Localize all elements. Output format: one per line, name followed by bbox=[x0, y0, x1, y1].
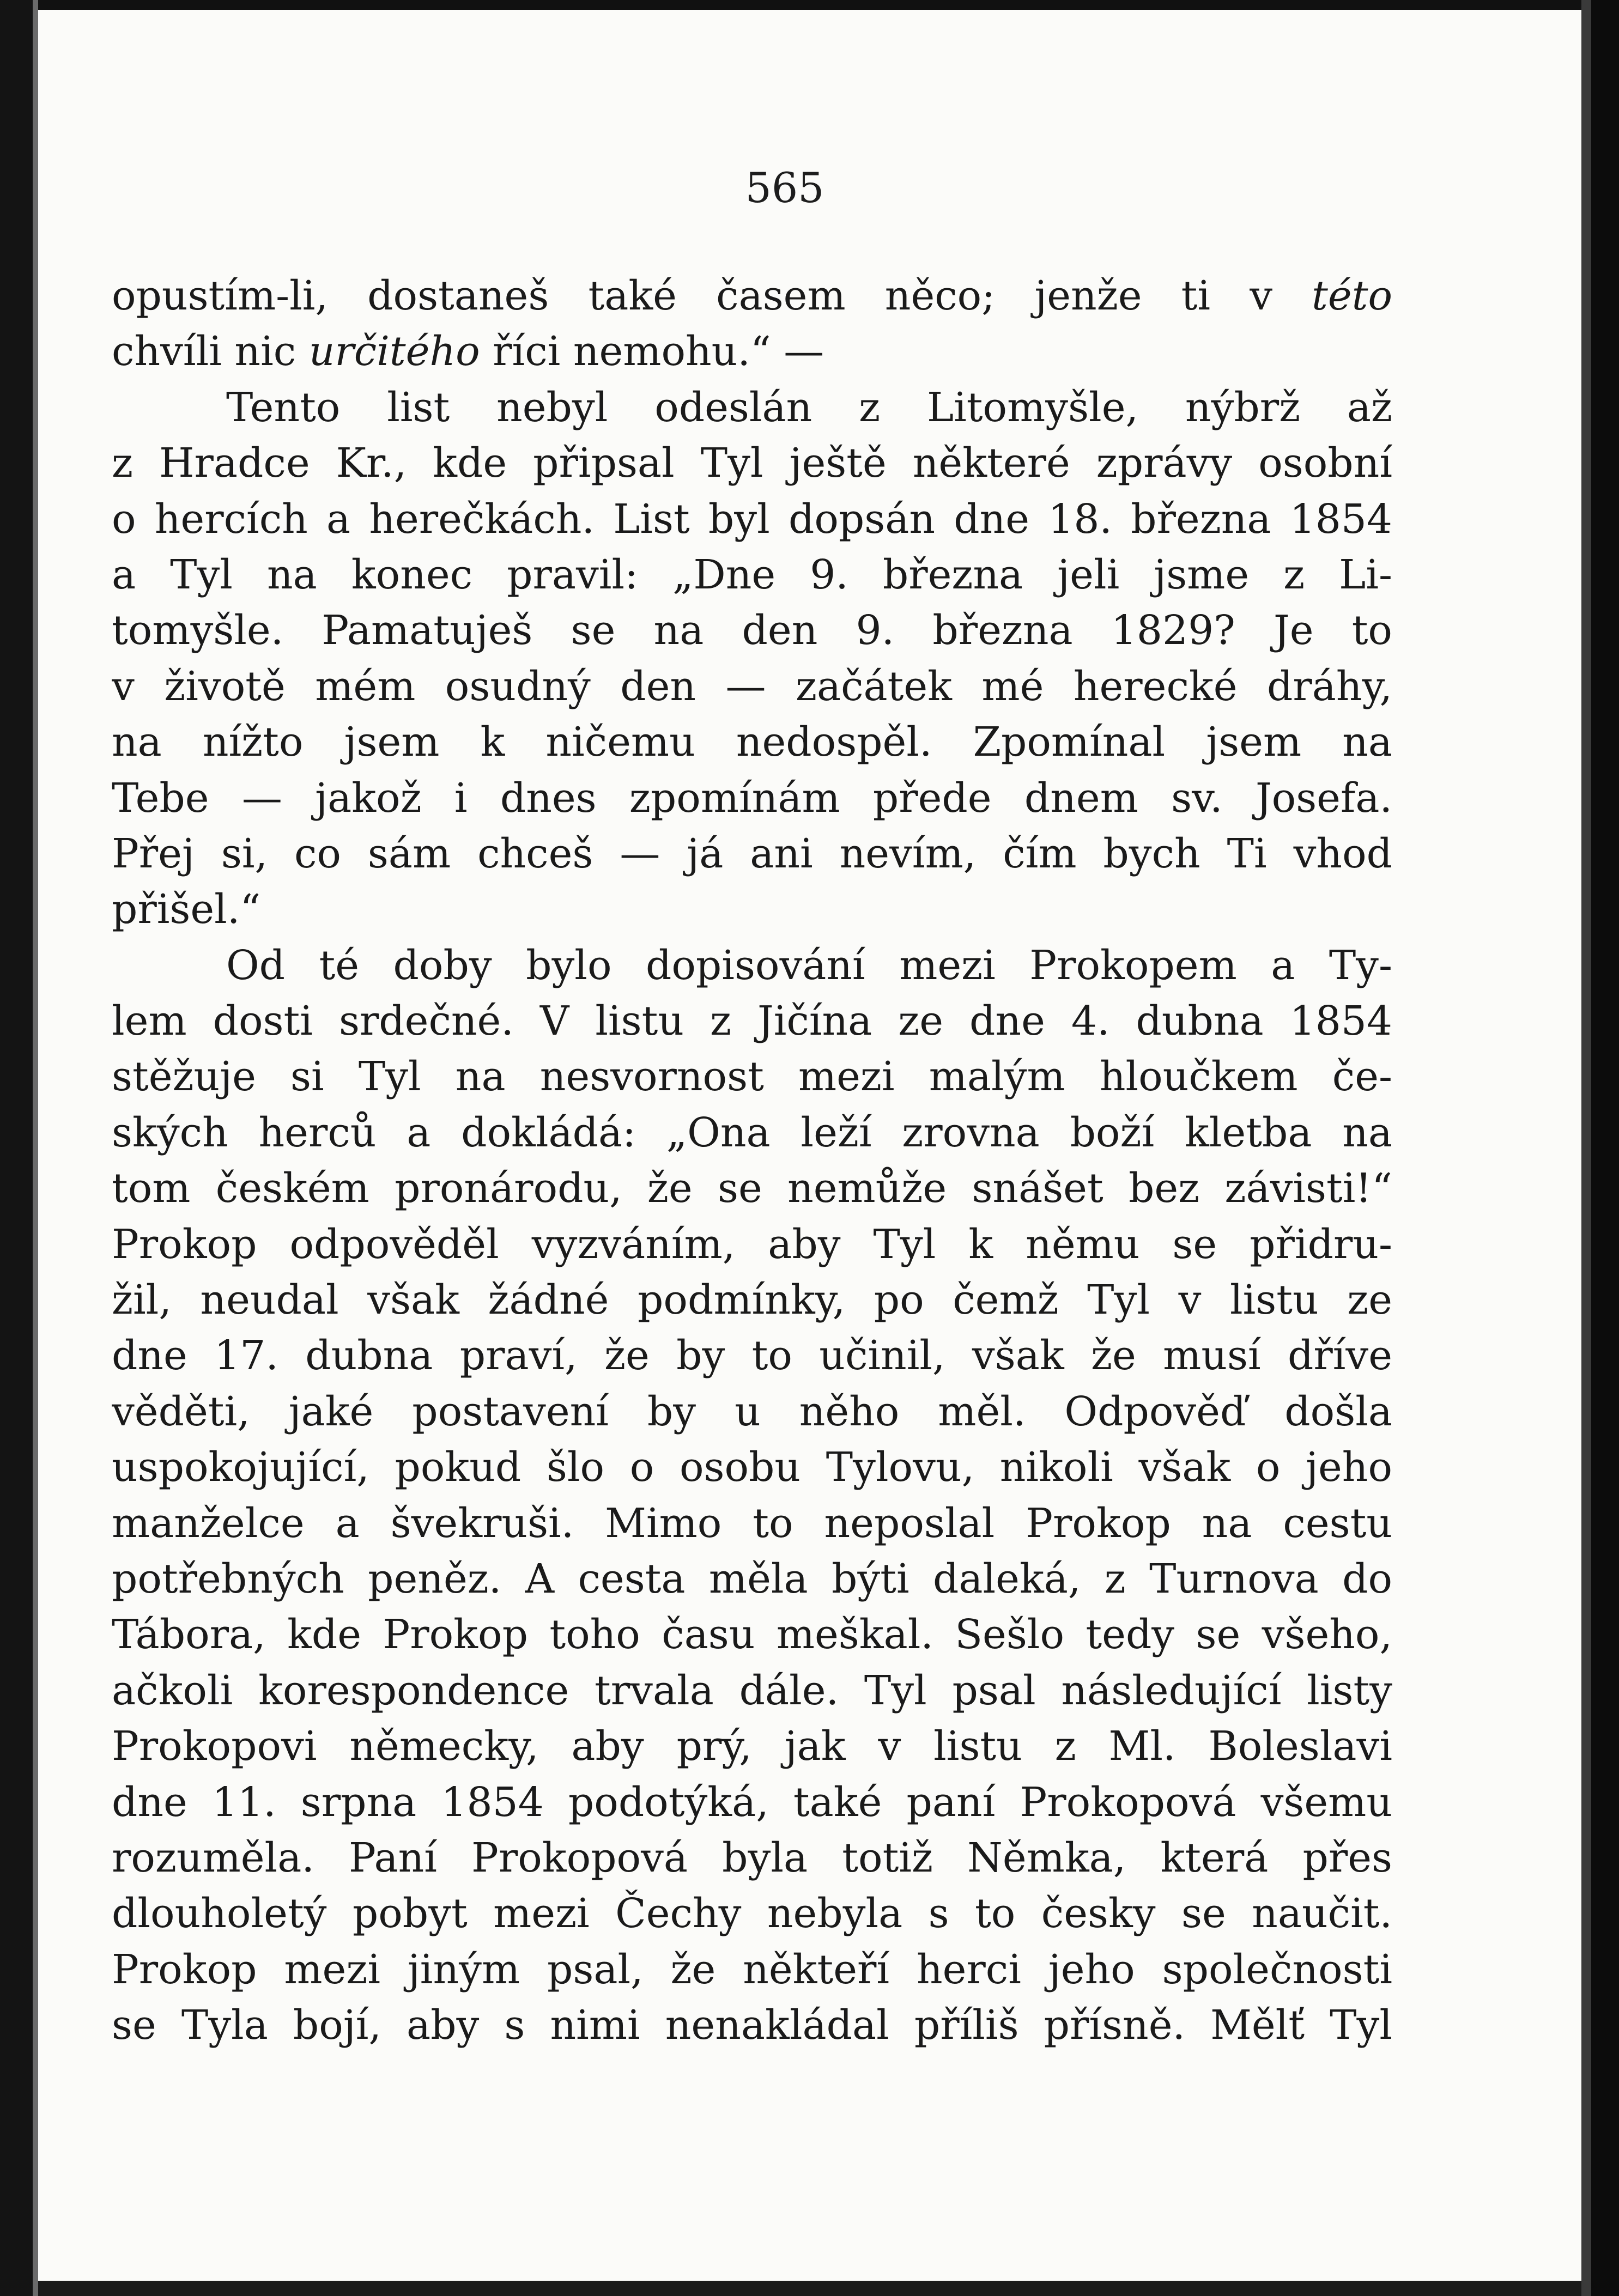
scan-edge-right-shadow bbox=[1581, 0, 1591, 2296]
text-line: ských herců a dokládá: „Ona leží zrovna boží kletba na bbox=[112, 1109, 1392, 1156]
page-number: 565 bbox=[745, 163, 824, 212]
text-run: říci nemohu.“ — bbox=[480, 328, 824, 375]
text-line: Prokopovi německy, aby prý, jak v listu z Ml. Boleslavi bbox=[112, 1723, 1392, 1770]
text-line: lem dosti srdečné. V listu z Jičína ze dne 4. dubna 1854 bbox=[112, 998, 1392, 1045]
text-line: manželce a švekruši. Mimo to neposlal Prokop na cestu bbox=[112, 1499, 1392, 1547]
italic-word: této bbox=[1312, 272, 1392, 319]
paragraph-last-line: přišel.“ bbox=[112, 886, 261, 933]
body-text bbox=[112, 268, 1392, 2054]
scan-edge-right bbox=[1591, 0, 1619, 2296]
text-line: Prokop mezi jiným psal, že někteří herci jeho společnosti bbox=[112, 1946, 1392, 1993]
scan-edge-bottom bbox=[0, 2281, 1619, 2296]
text-line bbox=[112, 268, 1392, 324]
text-line: tomyšle. Pamatuješ se na den 9. března 1829? Je to bbox=[112, 607, 1392, 654]
text-line: na nížto jsem k ničemu nedospěl. Zpomínal jsem na bbox=[112, 719, 1392, 766]
text-line: uspokojující, pokud šlo o osobu Tylovu, nikoli však o jeho bbox=[112, 1444, 1392, 1491]
text-line: stěžuje si Tyl na nesvornost mezi malým hloučkem če- bbox=[112, 1053, 1392, 1101]
text-run: opustím-li, dostaneš také časem něco; jenže ti v bbox=[112, 272, 1312, 319]
text-line: věděti, jaké postavení by u něho měl. Odpověď došla bbox=[112, 1388, 1392, 1435]
text-line: dlouholetý pobyt mezi Čechy nebyla s to česky se naučit. bbox=[112, 1890, 1392, 1937]
text-line: Přej si, co sám chceš — já ani nevím, čím bych Ti vhod bbox=[112, 830, 1392, 877]
scan-edge-top bbox=[0, 0, 1619, 10]
text-line: z Hradce Kr., kde připsal Tyl ještě některé zprávy osobní bbox=[112, 440, 1392, 487]
text-line: Prokop odpověděl vyzváním, aby Tyl k němu se přidru- bbox=[112, 1220, 1392, 1268]
text-line: v životě mém osudný den — začátek mé herecké dráhy, bbox=[112, 663, 1392, 710]
text-line: Tábora, kde Prokop toho času meškal. Sešlo tedy se všeho, bbox=[112, 1611, 1392, 1659]
italic-word: určitého bbox=[308, 328, 480, 375]
scan-edge-left bbox=[0, 0, 33, 2296]
text-line: Tebe — jakož i dnes zpomínám přede dnem sv. Josefa. bbox=[112, 774, 1392, 822]
text-line: rozuměla. Paní Prokopová byla totiž Němka, která přes bbox=[112, 1834, 1392, 1881]
scan-edge-left-shadow bbox=[33, 0, 38, 2296]
paragraph-first-line: Od té doby bylo dopisování mezi Prokopem a Ty- bbox=[226, 942, 1392, 989]
paragraph-first-line: Tento list nebyl odeslán z Litomyšle, nýbrž až bbox=[226, 384, 1392, 431]
text-line: dne 11. srpna 1854 podotýká, také paní Prokopová všemu bbox=[112, 1778, 1392, 1826]
text-line: a Tyl na konec pravil: „Dne 9. března jeli jsme z Li- bbox=[112, 551, 1392, 598]
text-line: tom českém pronárodu, že se nemůže snášet bez závisti!“ bbox=[112, 1165, 1392, 1212]
text-line bbox=[112, 324, 1392, 379]
text-line: potřebných peněz. A cesta měla býti daleká, z Turnova do bbox=[112, 1555, 1392, 1602]
text-run: chvíli nic bbox=[112, 328, 309, 375]
text-line: se Tyla bojí, aby s nimi nenakládal příliš přísně. Mělť Tyl bbox=[112, 2002, 1392, 2049]
text-line: ačkoli korespondence trvala dále. Tyl psal následující listy bbox=[112, 1667, 1392, 1714]
text-line: dne 17. dubna praví, že by to učinil, však že musí dříve bbox=[112, 1332, 1392, 1380]
text-line: žil, neudal však žádné podmínky, po čemž Tyl v listu ze bbox=[112, 1277, 1392, 1324]
text-line: o hercích a herečkách. List byl dopsán dne 18. března 1854 bbox=[112, 495, 1392, 543]
